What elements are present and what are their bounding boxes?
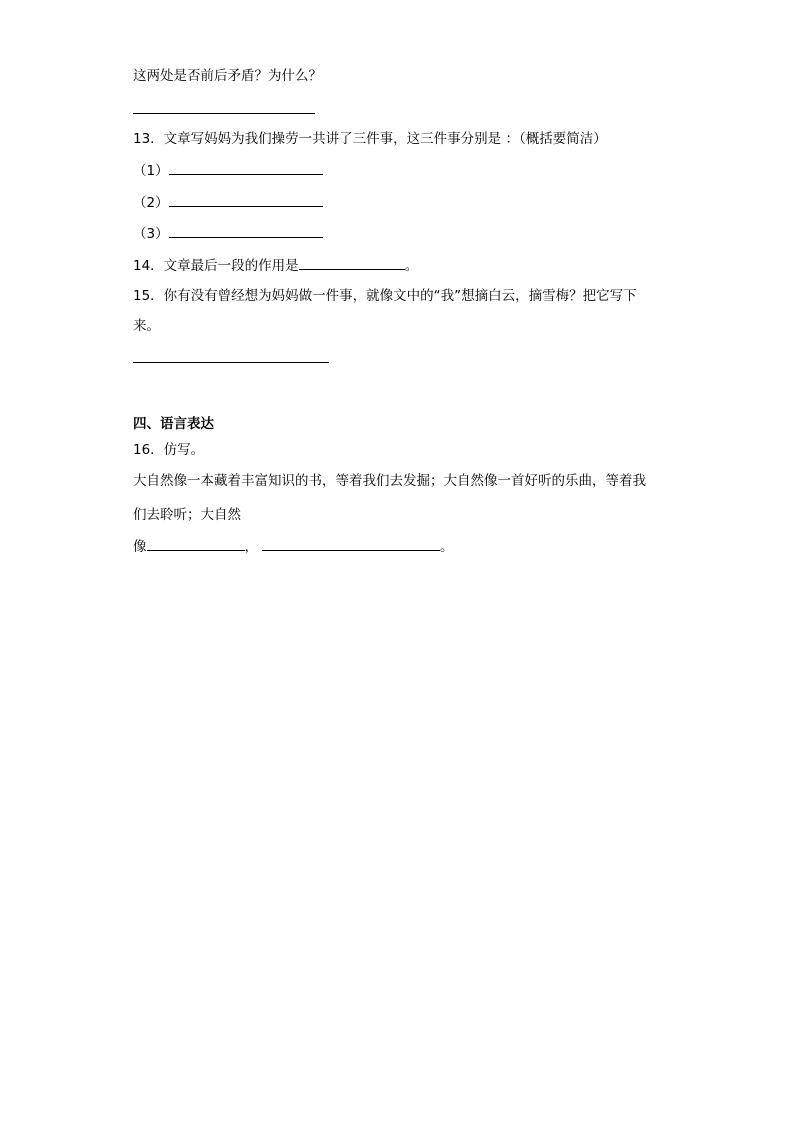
q12-question-text: 这两处是否前后矛盾？为什么？ bbox=[133, 68, 322, 84]
q13-item-3 bbox=[133, 224, 323, 243]
q16-prompt-line-2: 们去聆听；大自然 bbox=[133, 507, 241, 523]
q12-answer-line[interactable] bbox=[133, 113, 315, 114]
q14-blank[interactable] bbox=[299, 256, 405, 270]
q16-blank-2[interactable] bbox=[262, 537, 440, 551]
q13-item-2-blank[interactable] bbox=[169, 193, 323, 207]
q14-suffix: 。 bbox=[404, 258, 419, 274]
q15-answer-line[interactable] bbox=[133, 362, 329, 363]
q16-prefix: 像 bbox=[133, 539, 147, 555]
q16-label: 16．仿写。 bbox=[133, 442, 205, 458]
q13-item-3-blank[interactable] bbox=[169, 224, 323, 238]
q14-question bbox=[133, 256, 418, 275]
q13-item-3-label: （3） bbox=[133, 226, 169, 242]
q13-item-2-label: （2） bbox=[133, 195, 169, 211]
q13-question-text: 13．文章写妈妈为我们操劳一共讲了三件事，这三件事分别是 ：（概括要简洁） bbox=[133, 131, 607, 147]
q16-blank-1[interactable] bbox=[147, 537, 245, 551]
q15-question-line-2: 来。 bbox=[133, 318, 160, 334]
q15-question-line-1: 15．你有没有曾经想为妈妈做一件事，就像文中的“我”想摘白云，摘雪梅？把它写下 bbox=[133, 288, 637, 304]
q13-item-1 bbox=[133, 161, 323, 180]
q14-prefix: 14．文章最后一段的作用是 bbox=[133, 258, 299, 274]
q16-suffix: 。 bbox=[440, 539, 454, 555]
q16-comma: ， bbox=[244, 539, 258, 555]
q16-prompt-line-1: 大自然像一本藏着丰富知识的书，等着我们去发掘；大自然像一首好听的乐曲，等着我 bbox=[133, 473, 646, 489]
q16-answer-line bbox=[133, 537, 454, 556]
q13-item-1-blank[interactable] bbox=[169, 161, 323, 175]
q13-item-2 bbox=[133, 193, 323, 212]
q13-item-1-label: （1） bbox=[133, 163, 169, 179]
section-4-heading: 四、语言表达 bbox=[133, 416, 214, 432]
